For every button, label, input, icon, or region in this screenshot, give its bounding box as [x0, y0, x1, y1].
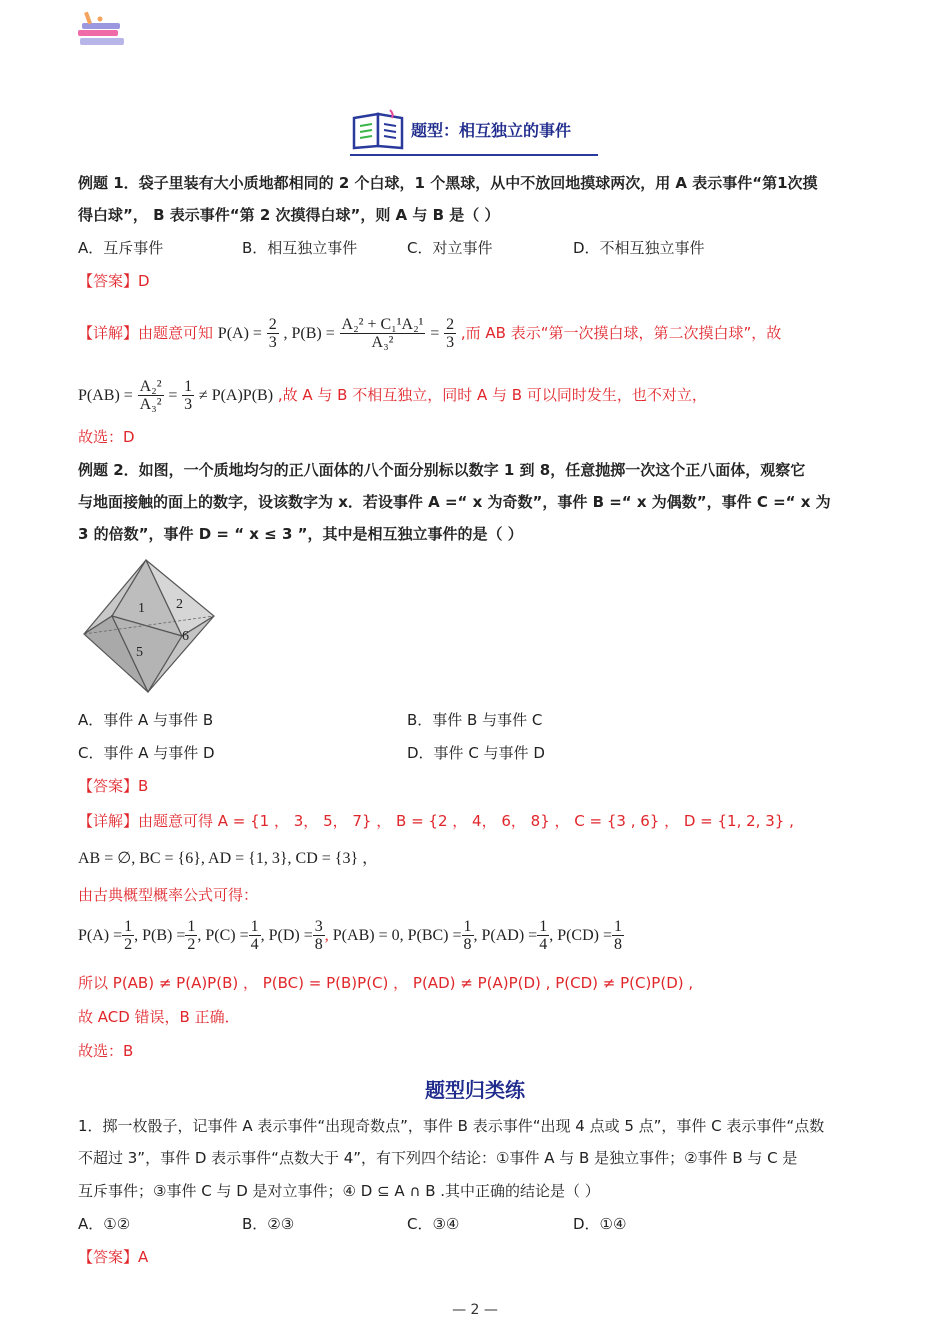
- ex2-detail2: AB = ∅, BC = {6}, AD = {1, 3}, CD = {3} ，: [78, 850, 379, 867]
- practice-option-a: A．①②: [78, 1215, 131, 1233]
- ex1-line1: 例题 1．袋子里装有大小质地都相同的 2 个白球，1 个黑球，从中不放回地摸球两次，用 A 表示事件“第1次摸: [78, 174, 818, 192]
- ex1-option-b: B．相互独立事件: [242, 239, 358, 257]
- section-title: 题型：相互独立的事件: [411, 121, 572, 140]
- ex1-math-pa: P(A) =: [217, 325, 262, 342]
- ex1-math-pb: , P(B) =: [283, 325, 335, 342]
- ex1-math-neq: ≠ P(A)P(B): [198, 387, 274, 404]
- practice-q1-line3: 互斥事件；③事件 C 与 D 是对立事件；④ D ⊆ A ∩ B .其中正确的结论是（ ）: [78, 1182, 600, 1200]
- ex1-option-a: A．互斥事件: [78, 239, 164, 257]
- section-underline: [350, 154, 598, 156]
- fraction: $\frac{\text{A₂²}}{\text{A₃²}}$: [139, 378, 162, 413]
- fraction: $\frac{1}{8}$: [463, 918, 472, 953]
- practice-option-d: D．①④: [573, 1215, 627, 1233]
- ex1-detail-line2: P(AB) = $\frac{\text{A₂²}}{\text{A₃²}}$ = $\frac{1}{3}$ ≠ P(A)P(B) ,故 A 与 B 不相互独立，同时 A 与 B 可以同时发生，也不对立，: [78, 378, 707, 413]
- ex2-line2: 与地面接触的面上的数字，设该数字为 x．若设事件 A =“ x 为奇数”，事件 B =“ x 为偶数”，事件 C =“ x 为: [78, 493, 831, 511]
- fraction: $\frac{1}{4}$: [539, 918, 548, 953]
- ex1-option-c: C．对立事件: [407, 239, 493, 257]
- ex2-line3: 3 的倍数”，事件 D = “ x ≤ 3 ”，其中是相互独立事件的是（ ）: [78, 525, 523, 543]
- face-label-5: 5: [136, 645, 143, 660]
- fraction: $\frac{2}{3}$: [446, 316, 455, 351]
- ex2-detail6: 故 ACD 错误，B 正确．: [78, 1008, 240, 1026]
- ex2-line1: 例题 2．如图，一个质地均匀的正八面体的八个面分别标以数字 1 到 8，任意抛掷一次这个正八面体，观察它: [78, 461, 806, 479]
- ex2-option-d: D．事件 C 与事件 D: [407, 744, 545, 762]
- fraction: $\frac{1}{2}$: [187, 918, 196, 953]
- ex1-answer: 【答案】D: [78, 272, 150, 290]
- ex1-detail-suffix: ,而 AB 表示“第一次摸白球，第二次摸白球”，故: [460, 324, 782, 342]
- ex1-detail-prefix: 【详解】由题意可知: [78, 324, 214, 342]
- practice-option-b: B．②③: [242, 1215, 295, 1233]
- practice-answer: 【答案】A: [78, 1248, 149, 1266]
- ex2-option-b: B．事件 B 与事件 C: [407, 711, 543, 729]
- ex1-line2: 得白球”， B 表示事件“第 2 次摸得白球”，则 A 与 B 是（ ）: [78, 206, 500, 224]
- practice-q1-line2: 不超过 3”，事件 D 表示事件“点数大于 4”，有下列四个结论：①事件 A 与 B 是独立事件；②事件 B 与 C 是: [78, 1149, 798, 1167]
- ex1-conclusion: 故选：D: [78, 428, 135, 446]
- face-label-1: 1: [138, 601, 145, 616]
- practice-option-c: C．③④: [407, 1215, 460, 1233]
- fraction: $\frac{1}{8}$: [614, 918, 623, 953]
- ex2-detail1: 【详解】由题意可得 A = {1 ， 3， 5， 7} ， B = {2 ， 4， 6， 8} ， C = {3 , 6} ， D = {1, 2, 3} ,: [78, 812, 794, 830]
- ex2-answer: 【答案】B: [78, 777, 149, 795]
- fraction: $\frac{3}{8}$: [314, 918, 323, 953]
- ex1-option-d: D．不相互独立事件: [573, 239, 705, 257]
- face-label-2: 2: [176, 597, 183, 612]
- ex2-option-c: C．事件 A 与事件 D: [78, 744, 215, 762]
- open-book-icon: [350, 108, 408, 152]
- practice-q1-line1: 1．掷一枚骰子，记事件 A 表示事件“出现奇数点”，事件 B 表示事件“出现 4 点或 5 点”，事件 C 表示事件“点数: [78, 1117, 825, 1135]
- books-icon: [76, 10, 128, 50]
- ex2-conclusion: 故选：B: [78, 1042, 134, 1060]
- octahedron-figure: [76, 556, 220, 696]
- ex2-detail3: 由古典概型概率公式可得：: [78, 886, 259, 904]
- ex1-math-pab: P(AB) =: [78, 387, 133, 404]
- page-number: — 2 —: [452, 1302, 498, 1318]
- ex1-detail2-suffix: ,故 A 与 B 不相互独立，同时 A 与 B 可以同时发生，也不对立，: [277, 386, 707, 404]
- ex1-detail-line1: 【详解】由题意可知 P(A) = $\frac{2}{3}$ , P(B) = $\frac{\text{A₂² + C₁¹A₂¹}}{\text{A₃²}}$ = $\frac{2}{3}$ ,而 AB 表示“第一次摸白球，第二次摸白球”，故: [78, 316, 782, 351]
- ex2-option-a: A．事件 A 与事件 B: [78, 711, 214, 729]
- fraction: $\frac{1}{3}$: [184, 378, 193, 413]
- practice-title: 题型归类练: [425, 1078, 525, 1102]
- fraction: $\frac{\text{A₂² + C₁¹A₂¹}}{\text{A₃²}}$: [341, 316, 424, 351]
- ex2-detail4: P(A) = $\frac{1}{2}$ , P(B) = $\frac{1}{2}$ , P(C) = $\frac{1}{4}$ , P(D) = $\frac{3}{8}$ , P(AB) = 0, P(BC) = $\frac{1}{8}$ , P(AD) = $\frac{1}{4}$ , P(CD) = $\frac{1}{8}$: [78, 918, 623, 953]
- ex2-detail5: 所以 P(AB) ≠ P(A)P(B) ， P(BC) = P(B)P(C) ， P(AD) ≠ P(A)P(D) , P(CD) ≠ P(C)P(D) ,: [78, 974, 694, 992]
- fraction: $\frac{1}{2}$: [124, 918, 133, 953]
- fraction: $\frac{1}{4}$: [250, 918, 259, 953]
- face-label-6: 6: [182, 629, 189, 644]
- fraction: $\frac{2}{3}$: [268, 316, 277, 351]
